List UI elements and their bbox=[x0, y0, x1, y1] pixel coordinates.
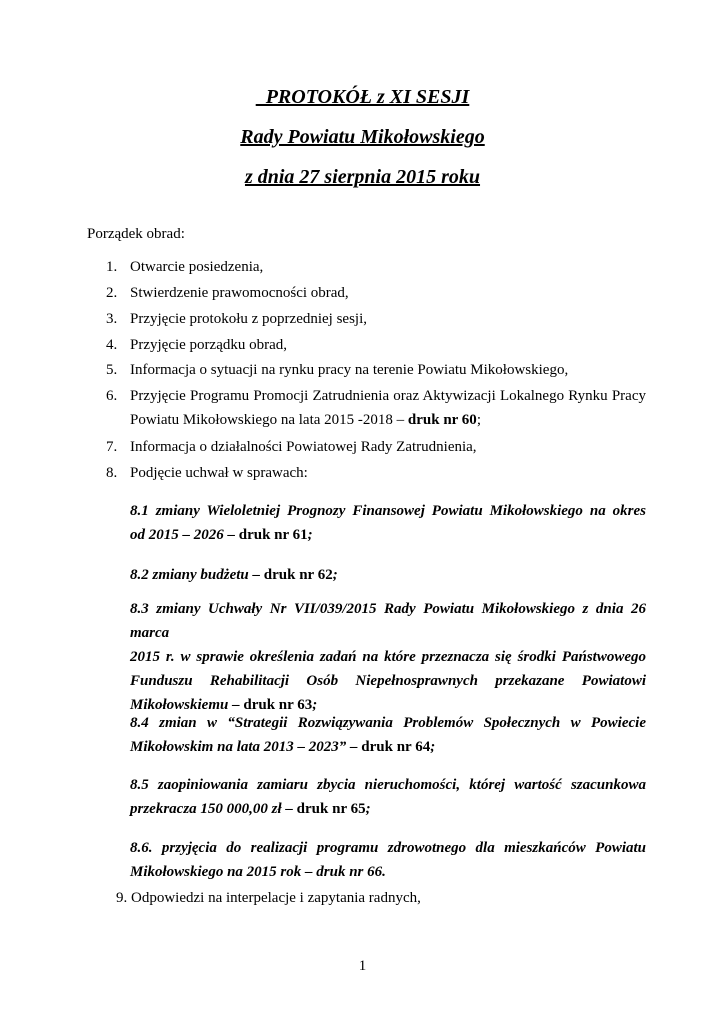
subitem-line: 2015 r. w sprawie określenia zadań na które przeznacza się środki Państwowego bbox=[130, 649, 646, 665]
subitem-8-3 bbox=[130, 597, 646, 717]
punctuation: ; bbox=[332, 567, 338, 583]
subitem-line bbox=[130, 523, 646, 547]
punctuation: ; bbox=[430, 739, 436, 755]
subitem-line: 8.4 zmian w “Strategii Rozwiązywania Problemów Społecznych w Powiecie bbox=[130, 715, 646, 731]
druk-number: druk nr 62 bbox=[263, 567, 333, 583]
list-item-number: 3. bbox=[106, 311, 118, 327]
subitem-line: 8.1 zmiany Wieloletniej Prognozy Finansowej Powiatu Mikołowskiego na okres bbox=[130, 503, 646, 519]
title-line-2: Rady Powiatu Mikołowskiego bbox=[240, 126, 485, 148]
page-number: 1 bbox=[358, 958, 367, 974]
list-item-number: 4. bbox=[106, 337, 118, 353]
list-item-number: 6. bbox=[106, 388, 118, 404]
subitem-8-6 bbox=[130, 836, 646, 884]
title-line-1: PROTOKÓŁ z XI SESJI bbox=[255, 86, 470, 108]
subitem-text: Mikołowskiemu – bbox=[130, 697, 244, 713]
subitem-line: Funduszu Rehabilitacji Osób Niepełnosprawnych przekazane Powiatowi bbox=[130, 673, 646, 689]
list-item-number: 7. bbox=[106, 439, 118, 455]
list-item-number: 1. bbox=[106, 259, 118, 275]
subitem-text: przekracza 150 000,00 zł – bbox=[130, 801, 297, 817]
title-line-3: z dnia 27 sierpnia 2015 roku bbox=[244, 166, 481, 188]
list-item-number: 5. bbox=[106, 362, 118, 378]
subitem-8-1 bbox=[130, 499, 646, 547]
subitem-text: Mikołowskim na lata 2013 – 2023” – bbox=[130, 739, 362, 755]
list-item-text: Przyjęcie protokołu z poprzedniej sesji, bbox=[130, 311, 368, 327]
list-item-text: Otwarcie posiedzenia, bbox=[130, 259, 264, 275]
subitem-line: 8.3 zmiany Uchwały Nr VII/039/2015 Rady Powiatu Mikołowskiego z dnia 26 marca bbox=[130, 601, 646, 641]
druk-number: druk nr 63 bbox=[243, 697, 313, 713]
list-item-text: Informacja o sytuacji na rynku pracy na terenie Powiatu Mikołowskiego, bbox=[130, 362, 569, 378]
subitem-8-4 bbox=[130, 711, 646, 759]
subitem-line: Mikołowskiego na 2015 rok – druk nr 66. bbox=[130, 864, 386, 880]
list-item-text: Podjęcie uchwał w sprawach: bbox=[130, 465, 308, 481]
list-item-number: 2. bbox=[106, 285, 118, 301]
punctuation: ; bbox=[365, 801, 371, 817]
list-item-number: 8. bbox=[106, 465, 118, 481]
druk-number: druk nr 61 bbox=[235, 527, 308, 543]
punctuation: ; bbox=[476, 412, 481, 428]
subitem-text: od 2015 – 2026 – bbox=[130, 527, 235, 543]
subitem-8-5 bbox=[130, 773, 646, 821]
druk-number: druk nr 64 bbox=[361, 739, 431, 755]
punctuation: ; bbox=[307, 527, 313, 543]
subitem-text: 8.2 zmiany budżetu – bbox=[130, 567, 264, 583]
list-item-text: Przyjęcie porządku obrad, bbox=[130, 337, 288, 353]
list-item-text: Stwierdzenie prawomocności obrad, bbox=[130, 285, 349, 301]
subitem-line bbox=[130, 735, 646, 759]
agenda-label: Porządek obrad: bbox=[87, 226, 185, 242]
druk-number: druk nr 65 bbox=[296, 801, 366, 817]
subitem-line bbox=[130, 797, 646, 821]
subitem-line: 8.6. przyjęcia do realizacji programu zdrowotnego dla mieszkańców Powiatu bbox=[130, 840, 646, 856]
subitem-8-2 bbox=[130, 563, 646, 587]
subitem-line bbox=[130, 563, 646, 587]
list-item-9: 9. Odpowiedzi na interpelacje i zapytania radnych, bbox=[116, 890, 421, 906]
list-item-text-line1: Przyjęcie Programu Promocji Zatrudnienia oraz Aktywizacji Lokalnego Rynku Pracy bbox=[130, 388, 646, 404]
list-item-text: Informacja o działalności Powiatowej Rady Zatrudnienia, bbox=[130, 439, 477, 455]
list-item-text: Powiatu Mikołowskiego na lata 2015 -2018 – bbox=[130, 412, 408, 428]
list-item-text-line2 bbox=[130, 408, 650, 432]
punctuation: ; bbox=[312, 697, 318, 713]
subitem-line: 8.5 zaopiniowania zamiaru zbycia nieruchomości, której wartość szacunkowa bbox=[130, 777, 646, 793]
druk-number: druk nr 60 bbox=[407, 412, 477, 428]
